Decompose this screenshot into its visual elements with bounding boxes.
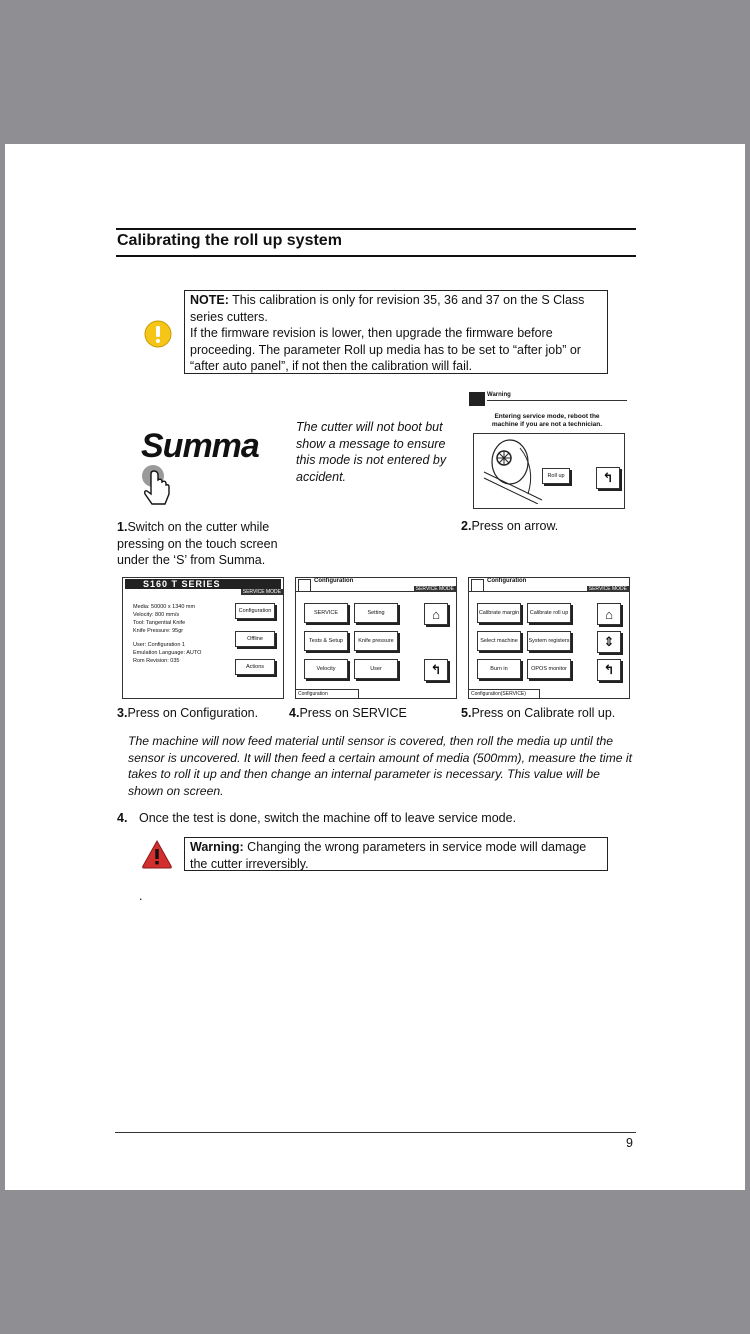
note-line5: “after auto panel”, if not then the calibration will fail.	[190, 359, 473, 373]
up-down-arrow-icon[interactable]: ⇕	[597, 631, 621, 653]
burn-in-button[interactable]: Burn in	[477, 659, 521, 679]
step4-text: Press on SERVICE	[299, 706, 407, 720]
service-mode-badge: SERVICE MODE	[242, 589, 281, 595]
step2-number: 2.	[461, 519, 472, 533]
machine-status	[133, 603, 201, 665]
velocity-status: Velocity: 800 mm/s	[133, 612, 180, 618]
velocity-button[interactable]: Velocity	[304, 659, 348, 679]
procedure-description	[128, 733, 634, 799]
title-bottom-rule	[116, 255, 636, 257]
service-screen-title: Configuration	[487, 578, 527, 584]
calibrate-margin-button[interactable]: Calibrate margin	[477, 603, 521, 623]
configuration-screen	[295, 577, 457, 699]
service-mode-badge: SERVICE MODE	[415, 586, 454, 592]
note-line2: series cutters.	[190, 309, 268, 324]
tool-status: Tool: Tangential Knife	[133, 620, 186, 626]
warning-screen-icon	[469, 392, 485, 406]
rom-status: Rom Revision: 035	[133, 658, 180, 664]
media-status: Media: 50000 x 1340 mm	[133, 604, 196, 610]
machine-series-label: S160 T SERIES	[125, 579, 281, 589]
roll-up-illustration-icon	[480, 438, 546, 504]
boot-note-line2: show a message to ensure	[296, 436, 446, 451]
step4-number: 4.	[289, 706, 300, 720]
document-page	[5, 144, 745, 1190]
warning-screen-message	[477, 413, 617, 429]
tests-setup-button[interactable]: Tests & Setup	[304, 631, 348, 651]
user-status: User: Configuration 1	[133, 642, 185, 648]
boot-note-line4: accident.	[296, 469, 347, 484]
step1-line1: Switch on the cutter while	[127, 520, 270, 534]
system-registers-button[interactable]: System registers	[527, 631, 571, 651]
back-arrow-icon[interactable]: ↰	[596, 467, 620, 489]
stray-mark: .	[139, 889, 143, 903]
step2-caption	[461, 519, 558, 533]
warning-box	[184, 837, 608, 871]
configuration-screen-title: Configuration	[314, 578, 354, 584]
step1-number: 1.	[117, 520, 128, 534]
page-number: 9	[626, 1136, 633, 1150]
home-icon[interactable]: ⌂	[597, 603, 621, 625]
emulation-status: Emulation Language: AUTO	[133, 650, 202, 656]
step1-line3: under the ‘S’ from Summa.	[117, 553, 266, 567]
warning-screen-rule	[487, 400, 627, 401]
warning-line1: Changing the wrong parameters in service mode will damage	[243, 840, 587, 854]
configuration-footer: Configuration	[296, 689, 359, 698]
configuration-screen-header	[296, 578, 456, 592]
back-arrow-icon[interactable]: ↰	[597, 659, 621, 681]
warning-line2: the cutter irreversibly.	[190, 856, 309, 871]
procedure-line4: shown on screen.	[128, 783, 224, 798]
offline-button[interactable]: Offline	[235, 631, 275, 647]
step1-line2: pressing on the touch screen	[117, 536, 278, 551]
step2-text: Press on arrow.	[471, 519, 559, 533]
printer-icon	[298, 579, 311, 592]
warning-icon	[141, 839, 173, 874]
step4-caption	[289, 706, 407, 720]
procedure-line3: takes to roll it up and then change an internal parameter is necessary. This value will be	[128, 767, 600, 781]
step5-caption	[461, 706, 615, 720]
note-line3: If the firmware revision is lower, then upgrade the firmware before	[190, 326, 553, 340]
boot-note	[296, 419, 446, 485]
step3-caption	[117, 706, 258, 720]
warning-screen-line1: Entering service mode, reboot the	[494, 413, 600, 420]
pressure-status: Knife Pressure: 95gr	[133, 628, 184, 634]
home-icon[interactable]: ⌂	[424, 603, 448, 625]
configuration-button[interactable]: Configuration	[235, 603, 275, 619]
service-screen	[468, 577, 630, 699]
service-footer: Configuration(SERVICE)	[469, 689, 540, 698]
summa-logo: Summa	[141, 427, 259, 465]
service-mode-badge: SERVICE MODE	[588, 586, 627, 592]
warning-screen	[469, 392, 629, 512]
step5-number: 5.	[461, 706, 472, 720]
main-screen	[122, 577, 284, 699]
procedure-line1: The machine will now feed material until sensor is covered, then roll the media up until the	[128, 734, 614, 748]
warning-screen-header: Warning	[487, 392, 511, 398]
step3-text: Press on Configuration.	[127, 706, 259, 720]
back-arrow-icon[interactable]: ↰	[424, 659, 448, 681]
footer-rule	[115, 1132, 636, 1133]
select-machine-button[interactable]: Select machine	[477, 631, 521, 651]
note-box	[184, 290, 608, 374]
service-button[interactable]: SERVICE	[304, 603, 348, 623]
step1-caption	[117, 519, 278, 569]
final-step-text: Once the test is done, switch the machine off to leave service mode.	[139, 811, 517, 825]
note-label: NOTE:	[190, 293, 229, 307]
note-line1: This calibration is only for revision 35, 36 and 37 on the S Class	[228, 293, 585, 307]
procedure-line2: sensor is uncovered. It will then feed a certain amount of media (500mm), measure the time it	[128, 750, 632, 765]
calibrate-roll-up-button[interactable]: Calibrate roll up	[527, 603, 571, 623]
warning-screen-line2: machine if you are not a technician.	[491, 421, 603, 428]
finger-press-icon	[139, 464, 179, 517]
setting-button[interactable]: Setting	[354, 603, 398, 623]
actions-button[interactable]: Actions	[235, 659, 275, 675]
step5-text: Press on Calibrate roll up.	[471, 706, 616, 720]
final-step	[117, 810, 127, 827]
page-title: Calibrating the roll up system	[117, 232, 342, 249]
boot-note-line3: this mode is not entered by	[296, 453, 447, 467]
warning-screen-frame	[473, 433, 625, 509]
opos-monitor-button[interactable]: OPOS monitor	[527, 659, 571, 679]
warning-label: Warning:	[190, 840, 244, 854]
boot-note-line1: The cutter will not boot but	[296, 420, 443, 434]
roll-up-button[interactable]: Roll up	[542, 468, 570, 484]
final-step-number: 4.	[117, 811, 128, 825]
note-line4: proceeding. The parameter Roll up media has to be set to “after job” or	[190, 342, 581, 357]
user-button[interactable]: User	[354, 659, 398, 679]
note-icon	[143, 319, 173, 354]
service-screen-header	[469, 578, 629, 592]
knife-pressure-button[interactable]: Knife pressure	[354, 631, 398, 651]
step3-number: 3.	[117, 706, 128, 720]
title-top-rule	[116, 228, 636, 230]
printer-icon	[471, 579, 484, 592]
